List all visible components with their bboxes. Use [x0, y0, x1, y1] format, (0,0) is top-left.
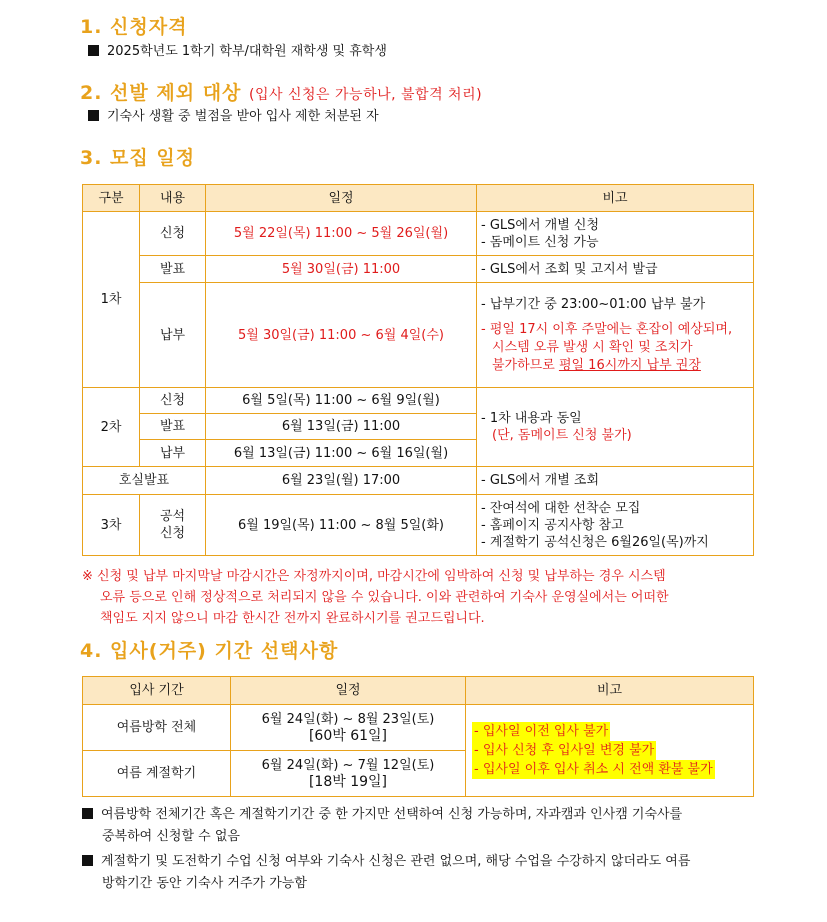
note-line — [481, 357, 753, 375]
note-line: - 홈페이지 공지사항 참고 — [481, 517, 624, 533]
table-cell: 6월 23일(월) 17:00 — [206, 467, 477, 495]
note-line: (단, 돔메이트 신청 불가) — [492, 428, 632, 443]
table-cell: 6월 5일(목) 11:00 ~ 6월 9일(월) — [206, 388, 477, 414]
section-4-title: 4. 입사(거주) 기간 선택사항 — [80, 640, 339, 662]
section-4-paragraph-1 — [82, 804, 762, 848]
cell-line: 공석 — [159, 509, 186, 524]
bullet-text: 기숙사 생활 중 벌점을 받아 입사 제한 처분된 자 — [107, 109, 379, 124]
cell-line: 6월 24일(화) ~ 7월 12일(토) — [261, 757, 435, 773]
note-text: 불가하므로 — [492, 357, 555, 373]
section-title-text: 2. 선발 제외 대상 — [80, 82, 242, 104]
table-cell: 신청 — [140, 388, 206, 414]
room-announce-label: 호실발표 — [83, 467, 206, 495]
bullet-text: 2025학년도 1학기 학부/대학원 재학생 및 휴학생 — [107, 44, 387, 59]
table-cell: 발표 — [140, 414, 206, 440]
table-cell: 납부 — [140, 440, 206, 467]
header-schedule: 일정 — [206, 185, 477, 212]
table-cell — [466, 705, 754, 797]
section-2-note: (입사 신청은 가능하나, 불합격 처리) — [249, 87, 483, 103]
period-table — [82, 676, 754, 797]
table-cell: 6월 13일(금) 11:00 — [206, 414, 477, 440]
section-2-title — [80, 78, 482, 105]
warning-line: 책임도 지지 않으니 마감 한시간 전까지 완료하시기를 권고드립니다. — [100, 611, 485, 626]
table-cell: 발표 — [140, 256, 206, 283]
table-cell — [477, 283, 754, 388]
cell-line: [60박 61일] — [308, 727, 388, 744]
table-cell: 신청 — [140, 212, 206, 256]
table-cell: 여름 계절학기 — [83, 751, 231, 797]
round-3-label: 3차 — [83, 495, 140, 556]
table-cell: 6월 13일(금) 11:00 ~ 6월 16일(월) — [206, 440, 477, 467]
paragraph-line: 계절학기 및 도전학기 수업 신청 여부와 기숙사 신청은 관련 없으며, 해당 수업을 수강하지 않더라도 여름 — [101, 854, 691, 869]
cell-line: 신청 — [159, 526, 186, 541]
schedule-table — [82, 184, 754, 556]
table-cell: 5월 30일(금) 11:00 — [206, 256, 477, 283]
note-line: 시스템 오류 발생 시 확인 및 조치가 — [492, 339, 693, 355]
square-bullet-icon — [88, 110, 99, 121]
deadline-warning — [82, 566, 762, 629]
note-line: - 평일 17시 이후 주말에는 혼잡이 예상되며, — [481, 321, 733, 337]
header-type: 구분 — [83, 185, 140, 212]
highlight-note: - 입사일 이전 입사 불가 — [474, 724, 609, 739]
round-1-label: 1차 — [83, 212, 140, 388]
header-period: 입사 기간 — [83, 677, 231, 705]
table-cell — [140, 495, 206, 556]
header-remarks: 비고 — [466, 677, 754, 705]
table-cell — [231, 705, 466, 751]
note-line: - 돔메이트 신청 가능 — [481, 234, 599, 250]
square-bullet-icon — [88, 45, 99, 56]
table-cell — [477, 212, 754, 256]
paragraph-line: 방학기간 동안 기숙사 거주가 가능함 — [102, 876, 307, 891]
section-2-bullet — [88, 107, 379, 127]
square-bullet-icon — [82, 855, 93, 866]
header-remarks: 비고 — [477, 185, 754, 212]
table-cell: 5월 22일(목) 11:00 ~ 5월 26일(월) — [206, 212, 477, 256]
table-cell — [477, 388, 754, 467]
table-cell: - GLS에서 개별 조회 — [477, 467, 754, 495]
table-cell: 5월 30일(금) 11:00 ~ 6월 4일(수) — [206, 283, 477, 388]
note-line: - 계절학기 공석신청은 6월26일(목)까지 — [481, 534, 709, 550]
header-content: 내용 — [140, 185, 206, 212]
round-2-label: 2차 — [83, 388, 140, 467]
table-cell: 여름방학 전체 — [83, 705, 231, 751]
note-line: - GLS에서 개별 신청 — [481, 217, 600, 233]
section-3-title: 3. 모집 일정 — [80, 147, 196, 169]
note-emphasis: 평일 16시까지 납부 권장 — [558, 357, 701, 373]
note-line: - 잔여석에 대한 선착순 모집 — [481, 500, 641, 516]
section-1-title: 1. 신청자격 — [80, 16, 188, 38]
note-line: - 1차 내용과 동일 — [481, 411, 582, 426]
paragraph-line: 여름방학 전체기간 혹은 계절학기기간 중 한 가지만 선택하여 신청 가능하며, 자과캠과 인사캠 기숙사를 — [101, 807, 683, 822]
section-1-bullet — [88, 42, 387, 62]
table-cell — [477, 495, 754, 556]
table-cell — [231, 751, 466, 797]
paragraph-line: 중복하여 신청할 수 없음 — [102, 829, 240, 844]
warning-line: ※ 신청 및 납부 마지막날 마감시간은 자정까지이며, 마감시간에 임박하여 신청 및 납부하는 경우 시스템 — [82, 569, 666, 584]
table-cell: - GLS에서 조회 및 고지서 발급 — [477, 256, 754, 283]
warning-line: 오류 등으로 인해 정상적으로 처리되지 않을 수 있습니다. 이와 관련하여 기숙사 운영실에서는 어떠한 — [100, 590, 669, 605]
highlight-note: - 입사일 이후 입사 취소 시 전액 환불 불가 — [474, 762, 713, 777]
header-schedule: 일정 — [231, 677, 466, 705]
cell-line: 6월 24일(화) ~ 8월 23일(토) — [261, 711, 435, 727]
cell-line: [18박 19일] — [308, 773, 388, 790]
highlight-note: - 입사 신청 후 입사일 변경 불가 — [474, 743, 655, 758]
table-cell: 6월 19일(목) 11:00 ~ 8월 5일(화) — [206, 495, 477, 556]
table-cell: 납부 — [140, 283, 206, 388]
note-line: - 납부기간 중 23:00~01:00 납부 불가 — [481, 296, 706, 312]
square-bullet-icon — [82, 808, 93, 819]
section-4-paragraph-2 — [82, 851, 762, 895]
